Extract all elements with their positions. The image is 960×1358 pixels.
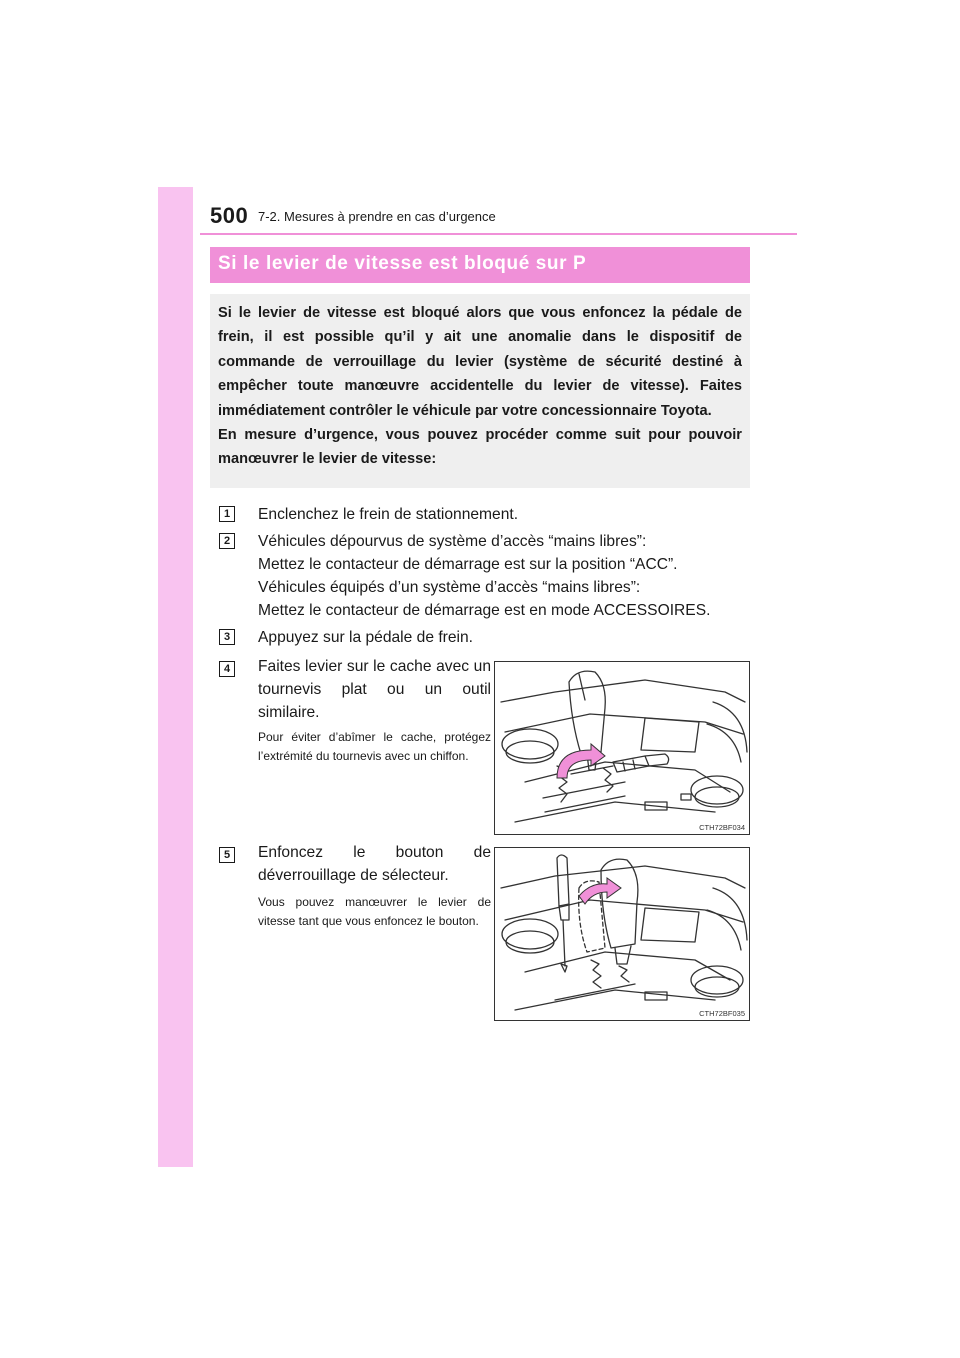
step-number-2: 2 xyxy=(219,533,235,549)
intro-paragraph-2: En mesure d’urgence, vous pouvez procéder comme suit pour pouvoir manœuvrer le levier de vitesse: xyxy=(218,427,742,468)
shift-lock-release-illustration xyxy=(495,848,750,1021)
title-bar xyxy=(210,247,750,283)
side-tab xyxy=(158,187,193,1167)
step-2-line: Véhicules dépourvus de système d’accès “mains libres”: xyxy=(258,533,647,550)
page-title: Si le levier de vitesse est bloqué sur P xyxy=(218,253,587,274)
step-2-line: Mettez le contacteur de démarrage est sur la position “ACC”. xyxy=(258,556,678,573)
step-1-line: Enclenchez le frein de stationnement. xyxy=(258,506,519,523)
step-4-note: Pour éviter d’abîmer le cache, protégez l’extrémité du tournevis avec un chiffon. xyxy=(258,730,491,763)
gear-console-illustration xyxy=(495,662,750,835)
intro-paragraph-1: Si le levier de vitesse est bloqué alors que vous enfoncez la pédale de frein, il est possible qu’il y ait une anomalie dans le dispositif de commande de verrouillage du levier (système de sécurité destiné à empêcher toute manœuvre accidentelle du levier de vitesse). Faites immédiatement contrôler le véhicule par votre concessionnaire Toyota. xyxy=(218,305,742,419)
figure-release-button xyxy=(494,847,750,1021)
step-2-line: Véhicules équipés d’un système d’accès “mains libres”: xyxy=(258,579,641,596)
step-5-text: Enfoncez le bouton de déverrouillage de sélecteur. xyxy=(258,844,491,884)
section-title: 7-2. Mesures à prendre en cas d’urgence xyxy=(258,209,496,224)
step-5-note: Vous pouvez manœuvrer le levier de vitesse tant que vous enfoncez le bouton. xyxy=(258,895,491,928)
step-2-line: Mettez le contacteur de démarrage est en mode ACCESSOIRES. xyxy=(258,602,711,619)
step-4-text: Faites levier sur le cache avec un tournevis plat ou un outil similaire. xyxy=(258,658,491,721)
header-rule xyxy=(200,233,797,235)
step-number-1: 1 xyxy=(219,506,235,522)
figure-gear-cover-pry xyxy=(494,661,750,835)
intro-box xyxy=(210,294,750,488)
step-3-line: Appuyez sur la pédale de frein. xyxy=(258,629,473,646)
step-2-text xyxy=(258,530,710,622)
step-number-5: 5 xyxy=(219,847,235,863)
figure-code: CTH72BF034 xyxy=(699,823,745,832)
page-number: 500 xyxy=(210,203,249,228)
step-1-text xyxy=(258,503,518,526)
figure-code: CTH72BF035 xyxy=(699,1009,745,1018)
step-number-3: 3 xyxy=(219,629,235,645)
step-number-4: 4 xyxy=(219,661,235,677)
step-3-text xyxy=(258,626,473,649)
